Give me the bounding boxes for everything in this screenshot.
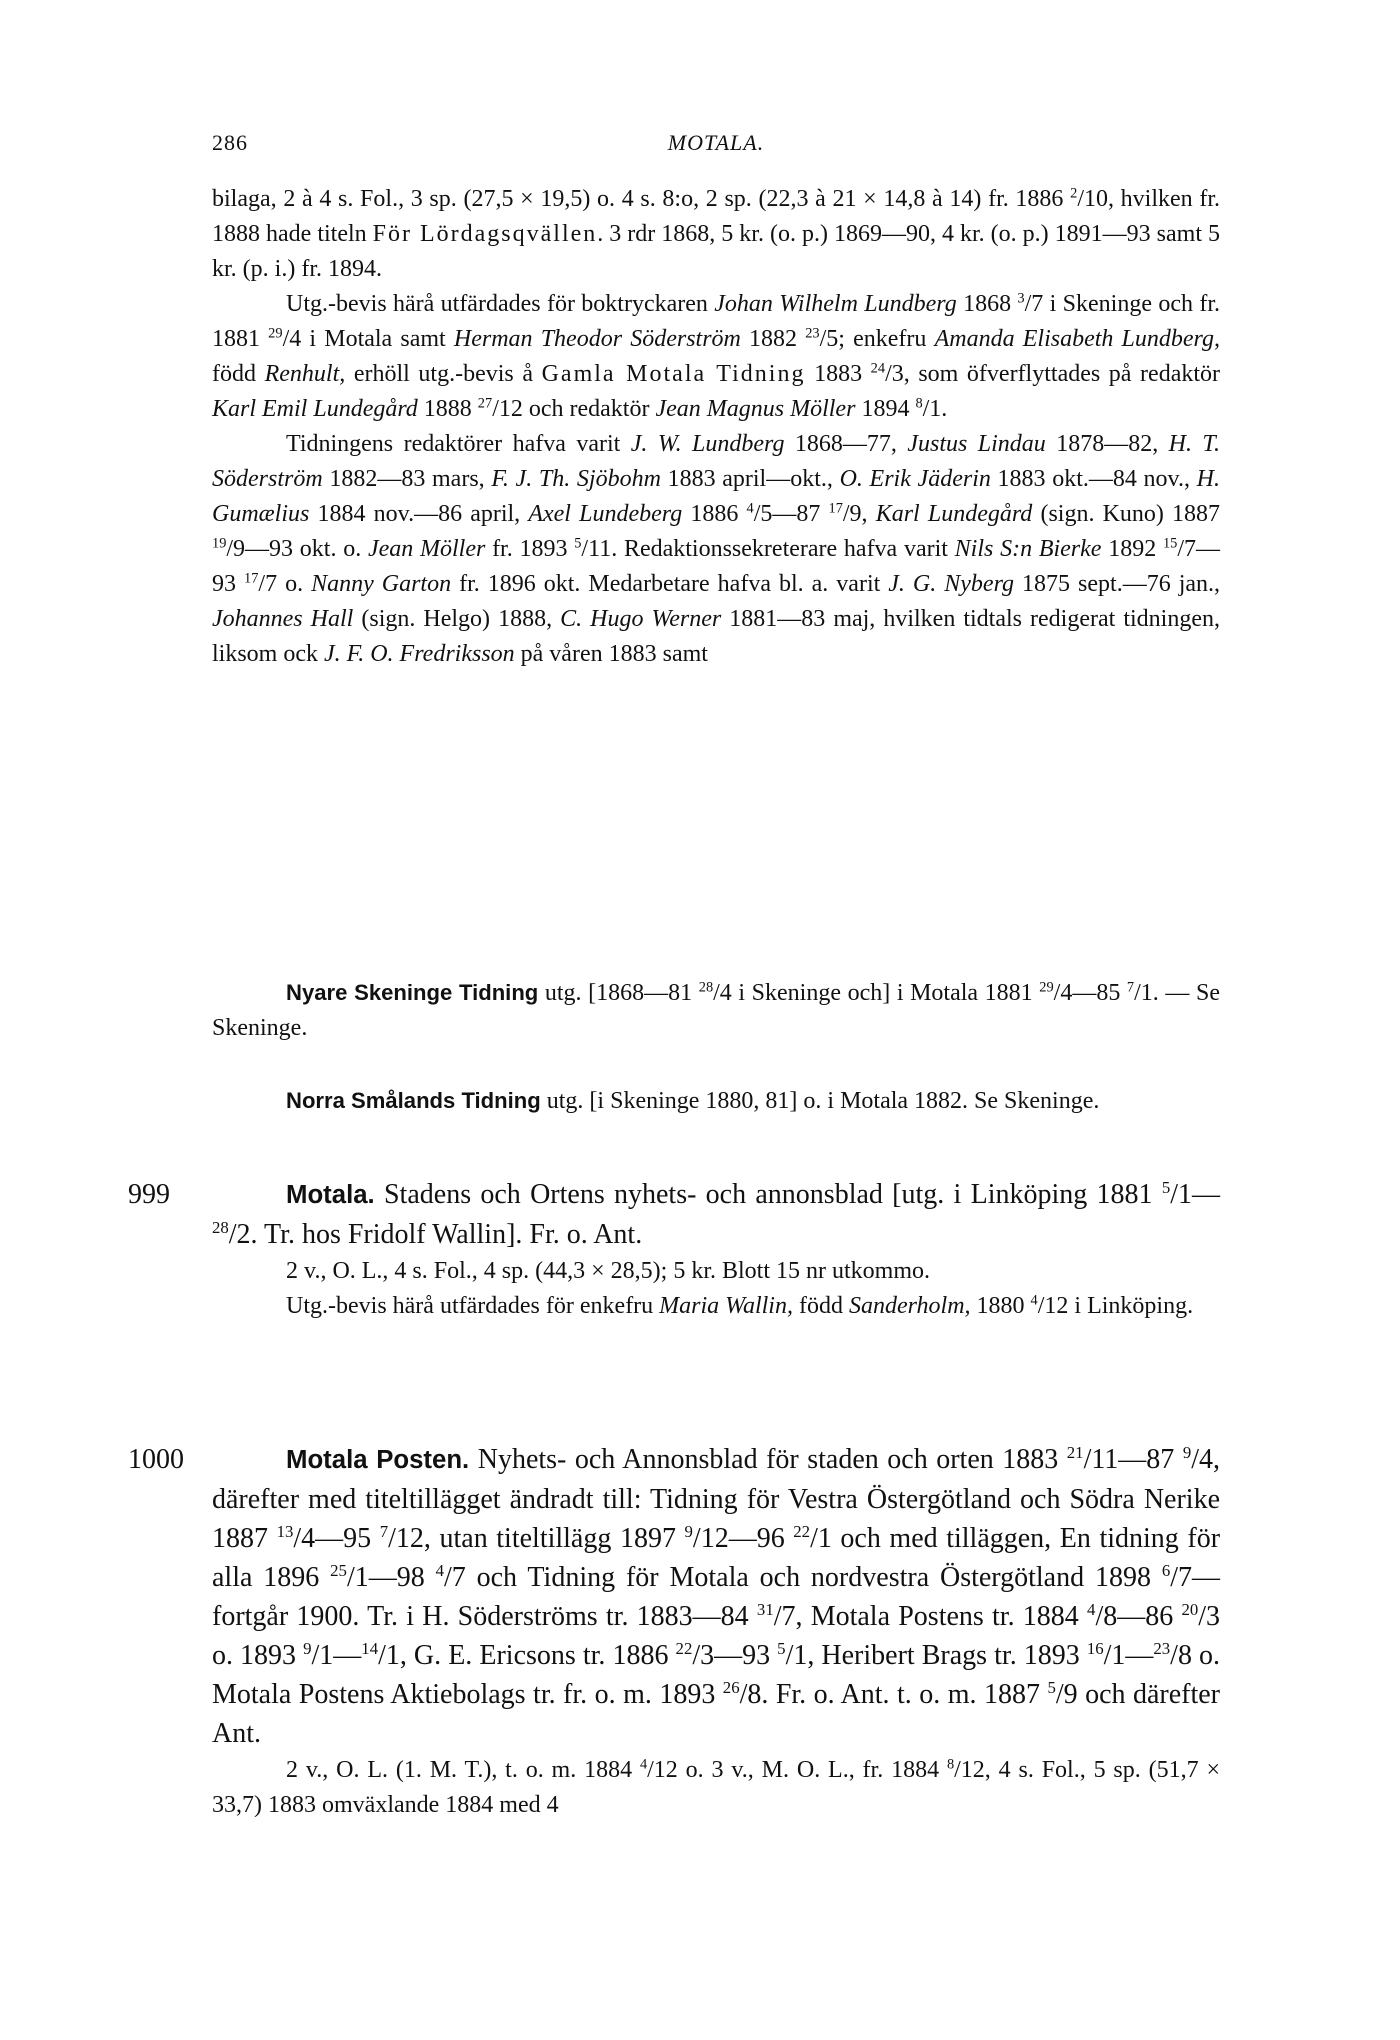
entry-1000: 1000 Motala Posten. Nyhets- och Annonsblad för staden och orten 1883 $^{21}$/11—87 $^9$/4, därefter med titeltillägget ändradt till: Tidning för Vestra Östergötland och Södra Nerike 1887 $^{13}$/4—95 $^7$/12, utan titeltillägg 1897 $^9$/12—96 $^{22}$/1 och med tilläggen, En tidning för alla 1896 $^{25}$/1—98 $^4$/7 och Tidning för Motala och nordvestra Östergötland 1898 $^6$/7—fortgår 1900. Tr. i H. Söderströms tr. 1883—84 $^{31}$/7, Motala Postens tr. 1884 $^4$/8—86 $^{20}$/3 o. 1893 $^9$/1—$^{14}$/1, G. E. Ericsons tr. 1886 $^{22}$/3—93 $^5$/1, Heribert Brags tr. 1893 $^{16}$/1—$^{23}$/8 o. Motala Postens Aktiebolags tr. fr. o. m. 1893 $^{26}$/8. Fr. o. Ant. t. o. m. 1887 $^5$/9 och därefter Ant. 2 v., O. L. (1. M. T.), t. o. m. 1884 $^4$/12 o. 3 v., M. O. L., fr. 1884 $^8$/12, 4 s. Fol., 5 sp. (51,7 × 33,7) 1883 omväxlande 1884 med 4 [212,1440,1220,1823]
paragraph-utg-bevis: Utg.-bevis härå utfärdades för boktryckaren Johan Wilhelm Lundberg 1868 $^3$/7 i Skeninge och fr. 1881 $^{29}$/4 i Motala samt Herman Theodor Söderström 1882 $^{23}$/5; enkefru Amanda Elisabeth Lundberg, född Renhult, erhöll utg.-bevis å Gamla Motala Tidning 1883 $^{24}$/3, som öfverflyttades på redaktör Karl Emil Lundegård 1888 $^{27}$/12 och redaktör Jean Magnus Möller 1894 $^8$/1. [212,290,1221,422]
entry-continuation [212,182,1220,672]
paragraph-redaktorer: Tidningens redaktörer hafva varit J. W. Lundberg 1868—77, Justus Lindau 1878—82, H. T. Söderström 1882—83 mars, F. J. Th. Sjöbohm 1883 april—okt., O. Erik Jäderin 1883 okt.—84 nov., H. Gumælius 1884 nov.—86 april, Axel Lundeberg 1886 $^4$/5—87 $^{17}$/9, Karl Lundegård (sign. Kuno) 1887 $^{19}$/9—93 okt. o. Jean Möller fr. 1893 $^5$/11. Redaktionssekreterare hafva varit Nils S:n Bierke 1892 $^{15}$/7—93 $^{17}$/7 o. Nanny Garton fr. 1896 okt. Medarbetare hafva bl. a. varit J. G. Nyberg 1875 sept.—76 jan., Johannes Hall (sign. Helgo) 1888, C. Hugo Werner 1881—83 maj, hvilken tidtals redigerat tidningen, liksom ock J. F. O. Fredriksson på våren 1883 samt [212,431,1221,667]
entry-nyare-skeninge-tidning: Nyare Skeninge Tidning utg. [1868—81 $^{28}$/4 i Skeninge och] i Motala 1881 $^{29}$/4—85 $^7$/1. — Se Skeninge. [212,979,1220,1041]
page-header [212,130,1220,162]
entry-999: 999 Motala. Stadens och Ortens nyhets- och annonsblad [utg. i Linköping 1881 $^5$/1—$^{28}$/2. Tr. hos Fridolf Wallin]. Fr. o. Ant. 2 v., O. L., 4 s. Fol., 4 sp. (44,3 × 28,5); 5 kr. Blott 15 nr utkommo. Utg.-bevis härå utfärdades för enkefru Maria Wallin, född Sanderholm, 1880 $^4$/12 i Linköping. [212,1175,1220,1324]
running-title: MOTALA. [667,130,765,155]
entry-title: Motala. [286,1181,375,1209]
entry-title: Motala Posten. [286,1446,470,1474]
paragraph-bilaga: bilaga, 2 à 4 s. Fol., 3 sp. (27,5 × 19,5) o. 4 s. 8:o, 2 sp. (22,3 à 21 × 14,8 à 14) fr. 1886 $^2$/10, hvilken fr. 1888 hade titeln För Lördagsqvällen. 3 rdr 1868, 5 kr. (o. p.) 1869—90, 4 kr. (o. p.) 1891—93 samt 5 kr. (p. i.) fr. 1894. [212,185,1221,282]
entry-norra-smalands-tidning: Norra Smålands Tidning utg. [i Skeninge 1880, 81] o. i Motala 1882. Se Skeninge. [286,1088,1100,1114]
entry-number: 1000 [128,1444,184,1475]
entry-title: Norra Smålands Tidning [286,1088,541,1113]
page-number: 286 [212,130,248,155]
entry-title: Nyare Skeninge Tidning [286,980,539,1005]
entry-number: 999 [128,1179,170,1210]
